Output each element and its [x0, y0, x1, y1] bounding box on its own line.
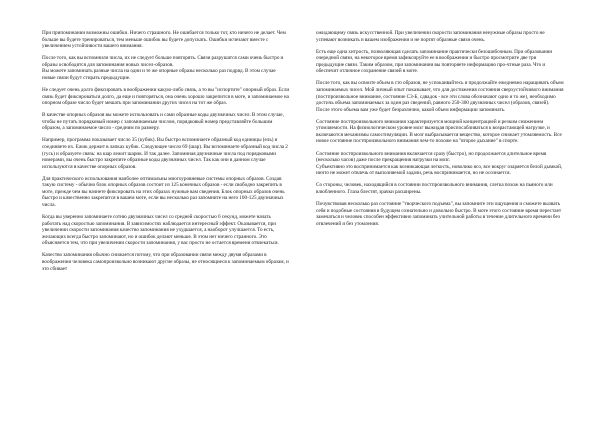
paragraph: Не следует очень долго фиксировать в воображении какую-либо связь, а то вы "испортите" опорный образ. Если связь будет фиксироваться долго, да еще и повторяться, она очень хорошо закрепится в моте, и запоминаемое на опорном образе число будет мешать при запоминании других чисел на тот же образ.: [42, 87, 290, 107]
paragraph: После того, как вы освоите объем в сто образов, не успокаивайтесь и продолжайте ежедневно наращивать объем запоминаемых чисел. Мой личный опыт показывает, что для достижения состояния сверхустойчивого внимания (постпроизвольное внимание, состояние СЗ-Б, сдвадок - все эти слова обозначают одно и то же), необходимо достичь объема запоминаемых за один раз сведений, равного 250-300 двузначных чисел (образов, связей). После этого объема вам уже будет безразлично, какой объем информации запоминать.: [316, 80, 564, 113]
paragraph: Почувствовав несколько раз состояние "творческого подъема", вы запомните эти ощущения и сможете вызвать себя и подобные состояния в будущем сознательно и довольно быстро. В моте этого состояние время перестает замечаться и человек способен эффективно запоминать учительной работы в течение длительного времени без отвлечений и без утомления.: [316, 201, 562, 227]
paragraph: Есть еще одна хитрость, позволяющая сделать запоминание практически безошибочным. При образовании очередной связи, на некоторое время зафиксируйте ее в воображении и быстро просмотрите две три предыдущие связи. Таким образом, при запоминании вы повторяете информацию про-чтные раза. Что и обеспечит отличное сохранение связей в моте.: [316, 48, 553, 75]
paragraph: Например, программа показывает число 35 (кубик). Вы быстро вспоминаете образный код единицы (ель) и соединяете их. Ежик держит в лапках кубик. Следующее число 69 (шар). Вы вспоминаете образный код числа 2 (гусь) и образуете связь: на шар лежит шарик. И так далее. Запоминая двузначные числа под порядковыми номерами, вы очень быстро закрепите образные коды двузначных чисел. Так как они в данном случае используются в качестве опорных образов.: [42, 137, 288, 170]
paragraph: Состояние постпроизвольного внимания характеризуется мощной концентрацией и резким снижением утомляемости. На физиологическом уровне мозг выжидая приспосабливаться к возрастающей нагрузке, и включаются механизмы самостимуляции. В мозг выбрасывается вещество, которое снижает утомляемость. Все новое состояние постпроизвольного внимания чем-то похоже на "второе дыхание" в спорте.: [316, 118, 562, 145]
right-column: [316, 30, 564, 233]
left-column: [42, 30, 290, 278]
paragraph: ожидающему связь искусственной. При увеличении скорости запоминания ненужные образы просто не успевают возникать и вашем изображении и не портят образные связи очень.: [316, 30, 545, 43]
paragraph: В качестве опорных образов вы можете использовать и сами образные коды двузначных чисел. В этом случае, чтобы не путать порядковый номер с запоминаемым числом, порядковый номер представляйте большим образом, а запоминаемое число - средним по размеру.: [42, 112, 284, 132]
paragraph: Качество запоминания обычно снижается потому, что при образовании связи между двумя образами в воображении человека самопроизвольно возникают другие образы, не относящиеся к запоминаемым образам, и это сбивает: [42, 252, 289, 272]
paragraph: Состояние постпроизвольного внимания включается сразу (быстро), но продолжается длительное время (несколько часов) даже после прекращения нагрузки на мозг. Субъективно это воспринимается как возникающая легкость, новолико ясо, все вокруг озаряется белой дымкой, ничто не может отвлечь от выполняемой задачи, речь воспринимается, но не осознается.: [316, 150, 563, 177]
paragraph: Для практического использования наиболее оптимальны многоуровневые системы опорных образов. Создав такую систему - обычно блок опорных образов состоит из 125 конечных образов - если свободно закрепить в моте, прежде чем вы начнете фиксировать на этих образах нужные вам сведения. Блок опорных образов очень быстро и качественно закрепится в вашем моте, если вы несколько раз запомните на него 100-125 двузначных числа.: [42, 175, 285, 208]
paragraph: При припоминании возможны ошибки. Ничего страшного. Не ошибается только тот, кто ничего не делает. Чем больше вы будете тренироваться, тем меньше ошибок вы будете допускать. Ошибки исчезают вместе с увеличением устойчивости вашего внимания.: [42, 30, 286, 50]
paragraph: После того, как вы вспомнили числа, их не следует больше повторять. Связи разрушатся сами очень быстро и образы освободятся для запоминания новых чисел-образов. Вы можете запоминать разные числа на одни и те же опорные образы несколько раз подряд. В этом случае новые связи будут стирать предыдущие.: [42, 55, 284, 81]
paragraph: Когда вы уверенно запоминаете сотню двузначных чисел со средней скоростью 6 секунд, можете начать работать над скоростью запоминания. В зависимостях наблюдается интересный эффект. Оказывается, при увеличении скорости запоминания качество запоминания не ухудшается, а наоборот улучшается. То есть, желающих всегда быстро запоминают, но и ошибок делают меньше. В этом нет ничего странного. Это объясняется тем, что при увеличении скорости запоминания, у вас просто не остается времени отвлекаться.: [42, 214, 279, 247]
paragraph: Со стороны, человек, находящийся в состоянии постпроизвольного внимания, слегка похож на пьяного или влюбленного. Глаза блестят, зрачки расширены.: [316, 182, 553, 195]
